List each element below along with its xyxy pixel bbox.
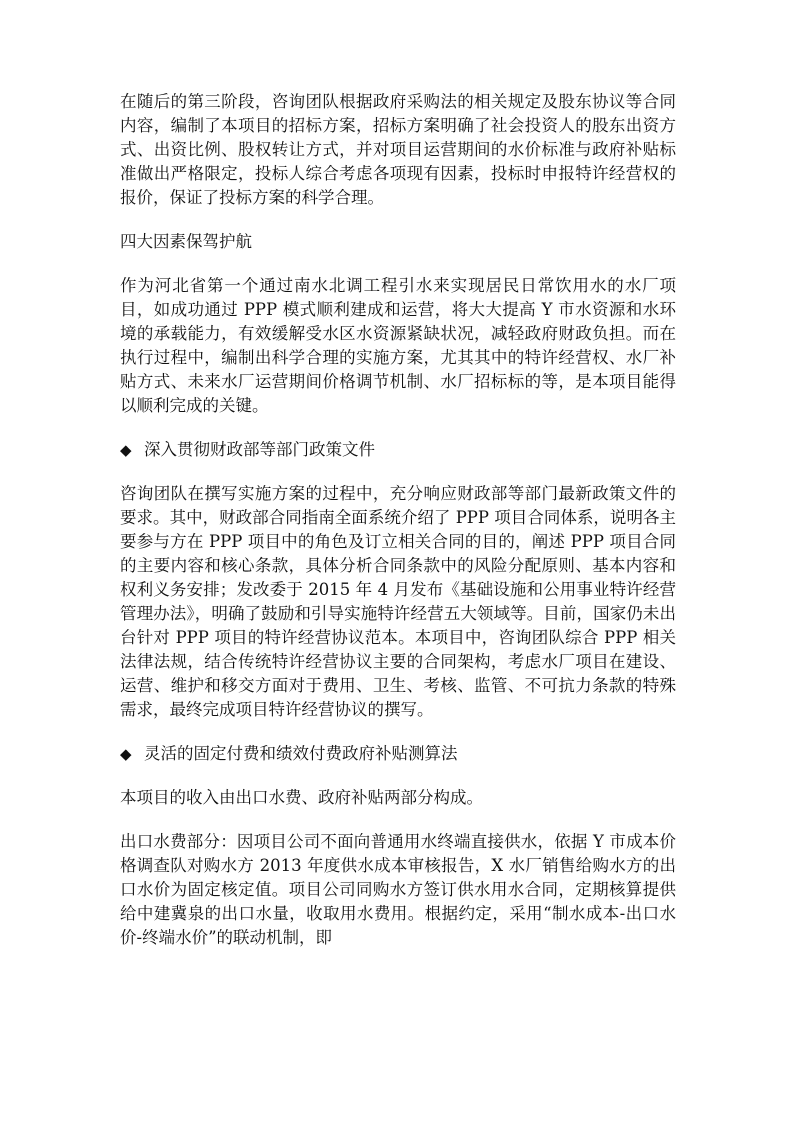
paragraph-revenue: 本项目的收入由出口水费、政府补贴两部分构成。: [120, 788, 483, 807]
paragraph-water-fee: 出口水费部分：因项目公司不面向普通用水终端直接供水，依据 Y 市成本价格调查队对购水方 2013 年度供水成本审核报告，X 水厂销售给购水方的出口水价为固定核定值。项目公司同购水方签订供水用水合同，定期核算提供给中建冀泉的出口水量，收取用水费用。根据约定，采用“制水成本-出口水价-终端水价”的联动机制，即: [120, 832, 676, 947]
section-heading: 四大因素保驾护航: [120, 232, 252, 251]
paragraph-phase-three: 在随后的第三阶段，咨询团队根据政府采购法的相关规定及股东协议等合同内容，编制了本项目的招标方案，招标方案明确了社会投资人的股东出资方式、出资比例、股权转让方式，并对项目运营期间的水价标准与政府补贴标准做出严格限定，投标人综合考虑各项现有因素，投标时申报特许经营权的报价，保证了投标方案的科学合理。: [120, 92, 676, 207]
bullet-heading-policy: [120, 438, 676, 462]
diamond-bullet-icon: ◆: [120, 441, 132, 459]
bullet-heading-text: 灵活的固定付费和绩效付费政府补贴测算法: [144, 744, 458, 763]
bullet-heading-text: 深入贯彻财政部等部门政策文件: [144, 440, 375, 459]
document-page: [120, 90, 676, 970]
paragraph-project-significance: 作为河北省第一个通过南水北调工程引水来实现居民日常饮用水的水厂项目，如成功通过 PPP 模式顺利建成和运营，将大大提高 Y 市水资源和水环境的承载能力，有效缓解受水区水资源紧缺状况，减轻政府财政负担。而在执行过程中，编制出科学合理的实施方案，尤其其中的特许经营权、水厂补贴方式、未来水厂运营期间价格调节机制、水厂招标标的等，是本项目能得以顺利完成的关键。: [120, 276, 676, 415]
paragraph-policy-documents: 咨询团队在撰写实施方案的过程中，充分响应财政部等部门最新政策文件的要求。其中，财政部合同指南全面系统介绍了 PPP 项目合同体系，说明各主要参与方在 PPP 项目中的角色及订立相关合同的目的，阐述 PPP 项目合同的主要内容和核心条款，具体分析合同条款中的风险分配原则、基本内容和权利义务安排；发改委于 2015 年 4 月发布《基础设施和公用事业特许经营管理办法》，明确了鼓励和引导实施特许经营五大领域等。目前，国家仍未出台针对 PPP 项目的特许经营协议范本。本项目中，咨询团队综合 PPP 相关法律法规，结合传统特许经营协议主要的合同架构，考虑水厂项目在建设、运营、维护和移交方面对于费用、卫生、考核、监管、不可抗力条款的特殊需求，最终完成项目特许经营协议的撰写。: [120, 484, 676, 719]
diamond-bullet-icon: ◆: [120, 745, 132, 763]
bullet-heading-subsidy: [120, 742, 676, 766]
